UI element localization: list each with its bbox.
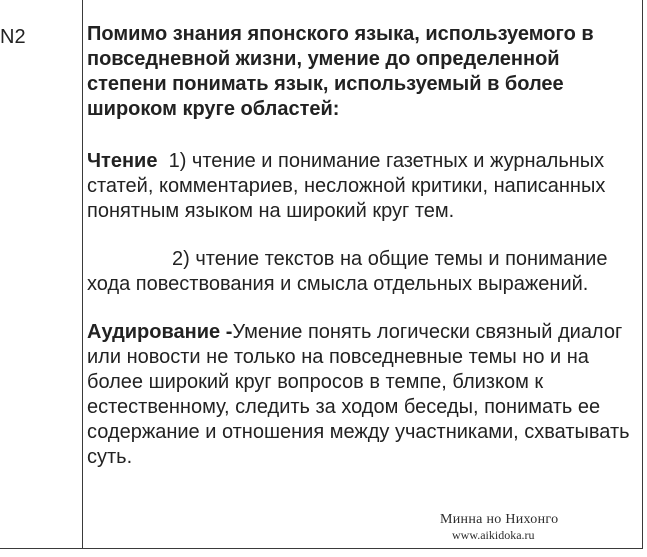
watermark-title: Минна но Нихонго xyxy=(440,512,559,527)
reading-item-2-text: 2) чтение текстов на общие темы и понимание хода повествования и смысла отдельных выражений. xyxy=(87,248,608,295)
level-description xyxy=(87,22,643,493)
reading-item-1-text: 1) чтение и понимание газетных и журнальных статей, комментариев, несложной критики, написанных понятным языком на широкий круг тем. xyxy=(87,150,606,222)
reading-item-1 xyxy=(87,149,643,224)
listening-label: Аудирование - xyxy=(87,321,233,343)
reading-label: Чтение xyxy=(87,150,158,172)
table-border-left xyxy=(82,0,83,549)
heading: Помимо знания японского языка, используемого в повседневной жизни, умение до определенной степени понимать язык, используемый в более широком круге областей: xyxy=(87,23,594,120)
listening-paragraph xyxy=(87,320,643,470)
level-label: N2 xyxy=(0,26,26,48)
reading-item-2 xyxy=(87,247,643,297)
table-border-bottom xyxy=(0,548,643,549)
watermark xyxy=(440,512,558,542)
watermark-url: www.aikidoka.ru xyxy=(452,528,535,542)
listening-text: Умение понять логически связный диалог или новости не только на повседневные темы но и на более широкий круг вопросов в темпе, близком к естественному, следить за ходом беседы, понимать ее содержание и отношения между участниками, схватывать суть. xyxy=(87,321,630,468)
